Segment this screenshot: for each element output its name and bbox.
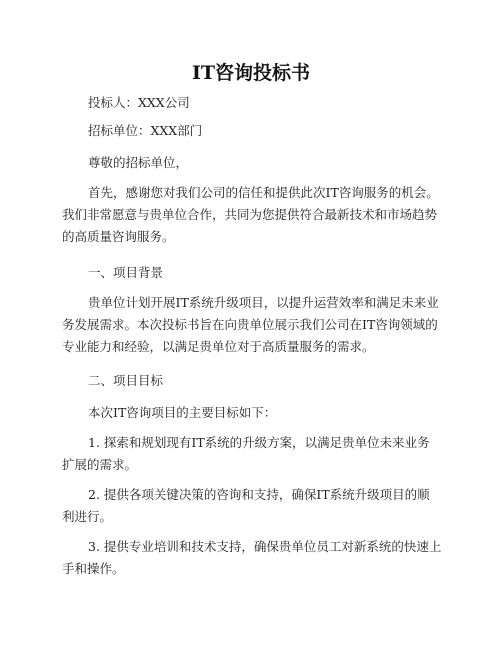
intro-paragraph: 首先，感谢您对我们公司的信任和提供此次IT咨询服务的机会。我们非常愿意与贵单位合作，共同为您提供符合最新技术和市场趋势的高质量咨询服务。 — [62, 185, 439, 244]
goal-item: 2. 提供各项关键决策的咨询和支持，确保IT系统升级项目的顺利进行。 — [62, 487, 430, 524]
bidder-line: 投标人：XXX公司 — [88, 95, 190, 110]
salutation: 尊敬的招标单位， — [88, 155, 189, 170]
section1-body: 贵单位计划开展IT系统升级项目，以提升运营效率和满足未来业务发展需求。本次投标书旨在向贵单位展示我们公司在IT咨询领域的专业能力和经验，以满足贵单位对于高质量服务的需求。 — [62, 295, 439, 354]
section2-intro: 本次IT咨询项目的主要目标如下： — [88, 405, 277, 420]
section2-heading: 二、项目目标 — [88, 373, 164, 388]
goal-item: 3. 提供专业培训和技术支持，确保贵单位员工对新系统的快速上手和操作。 — [62, 539, 442, 576]
section1-heading: 一、项目背景 — [88, 265, 164, 280]
goal-item: 1. 探索和规划现有IT系统的升级方案，以满足贵单位未来业务扩展的需求。 — [62, 435, 430, 472]
document-title: IT咨询投标书 — [191, 62, 311, 84]
bid-unit-line: 招标单位：XXX部门 — [88, 123, 203, 138]
